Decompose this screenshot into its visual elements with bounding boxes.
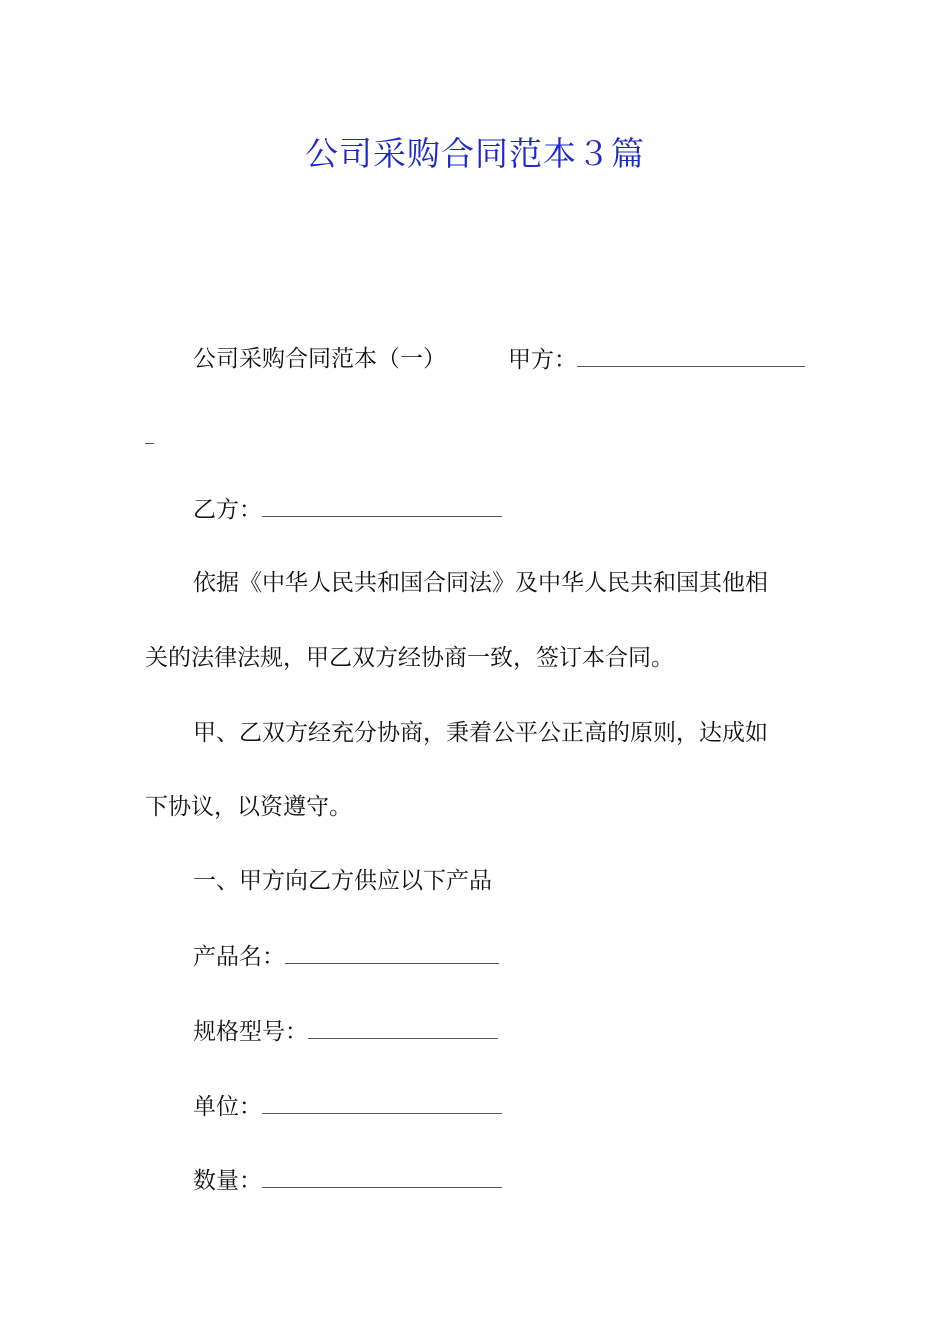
party-a-row	[508, 344, 805, 375]
unit-row	[193, 1091, 502, 1122]
contract-sample-heading	[193, 344, 446, 374]
paragraph-1-line-2: 关的法律法规，甲乙双方经协商一致，签订本合同。	[145, 645, 674, 671]
quantity-row	[193, 1165, 502, 1196]
section-1-heading: 一、甲方向乙方供应以下产品	[193, 868, 492, 894]
sample-label: 公司采购合同范本（一）	[193, 346, 446, 372]
party-a-blank-continuation	[145, 443, 154, 444]
document-title: 公司采购合同范本３篇	[305, 134, 645, 173]
product-name-row	[193, 941, 499, 972]
unit-label: 单位：	[193, 1094, 262, 1120]
spec-model-row	[193, 1016, 498, 1047]
unit-blank[interactable]	[262, 1091, 502, 1114]
spec-model-label: 规格型号：	[193, 1019, 308, 1045]
party-b-blank[interactable]	[262, 494, 502, 517]
party-b-label: 乙方：	[193, 497, 262, 523]
paragraph-2-line-1: 甲、乙双方经充分协商，秉着公平公正高的原则，达成如	[193, 720, 768, 746]
paragraph-2-line-2: 下协议，以资遵守。	[145, 794, 352, 820]
party-a-blank[interactable]	[577, 344, 805, 367]
party-a-label: 甲方：	[508, 347, 577, 373]
quantity-label: 数量：	[193, 1168, 262, 1194]
party-b-row	[193, 494, 502, 525]
quantity-blank[interactable]	[262, 1165, 502, 1188]
product-name-label: 产品名：	[193, 944, 285, 970]
product-name-blank[interactable]	[285, 941, 499, 964]
paragraph-1-line-1: 依据《中华人民共和国合同法》及中华人民共和国其他相	[193, 570, 768, 596]
spec-model-blank[interactable]	[308, 1016, 498, 1039]
